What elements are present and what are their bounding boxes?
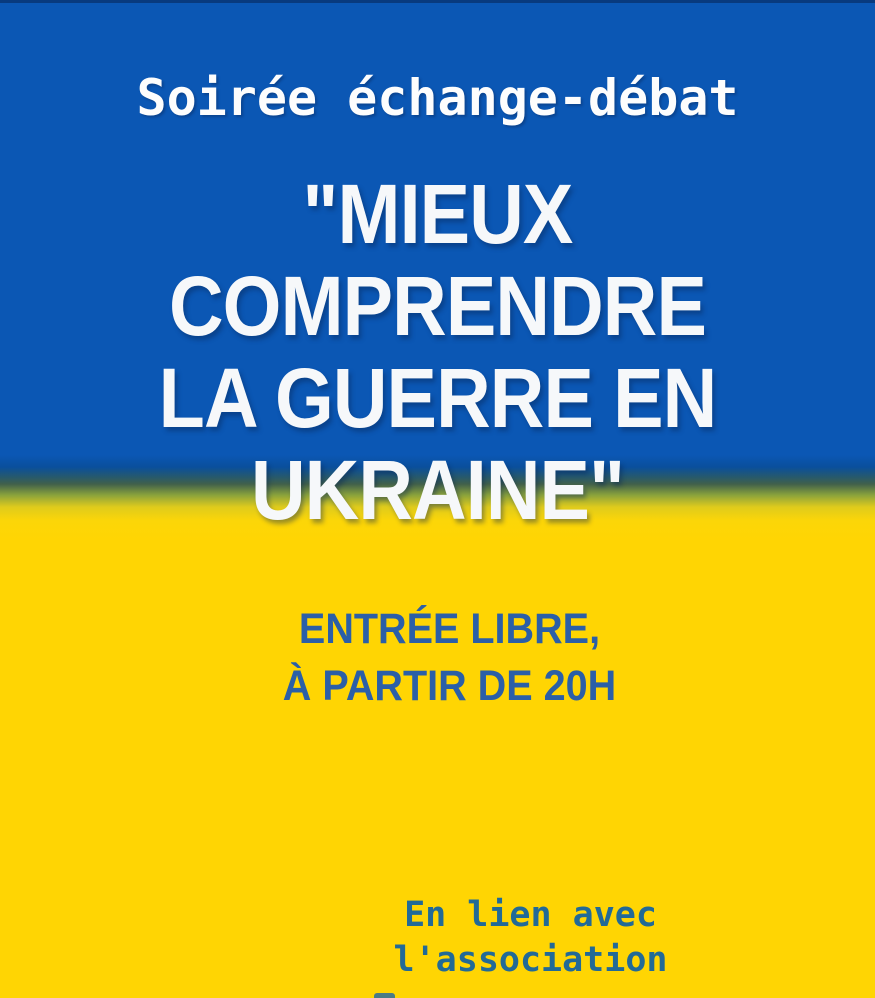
entry-info	[47, 601, 852, 715]
event-title-line2: LA GUERRE EN	[158, 351, 717, 445]
top-edge-line	[0, 0, 875, 3]
association-note-line2: l'association	[393, 940, 668, 980]
entry-info-line1: ENTRÉE LIBRE,	[298, 605, 601, 653]
cutoff-next-line-glyph	[374, 993, 395, 998]
event-subtitle: Soirée échange-débat	[136, 69, 739, 127]
association-note	[93, 893, 875, 983]
event-title	[44, 168, 832, 536]
entry-info-line2: À PARTIR DE 20H	[282, 662, 617, 710]
event-title-line1: "MIEUX COMPRENDRE	[168, 167, 707, 353]
event-title-line3: UKRAINE"	[250, 443, 625, 537]
association-note-line1: En lien avec	[404, 895, 657, 935]
